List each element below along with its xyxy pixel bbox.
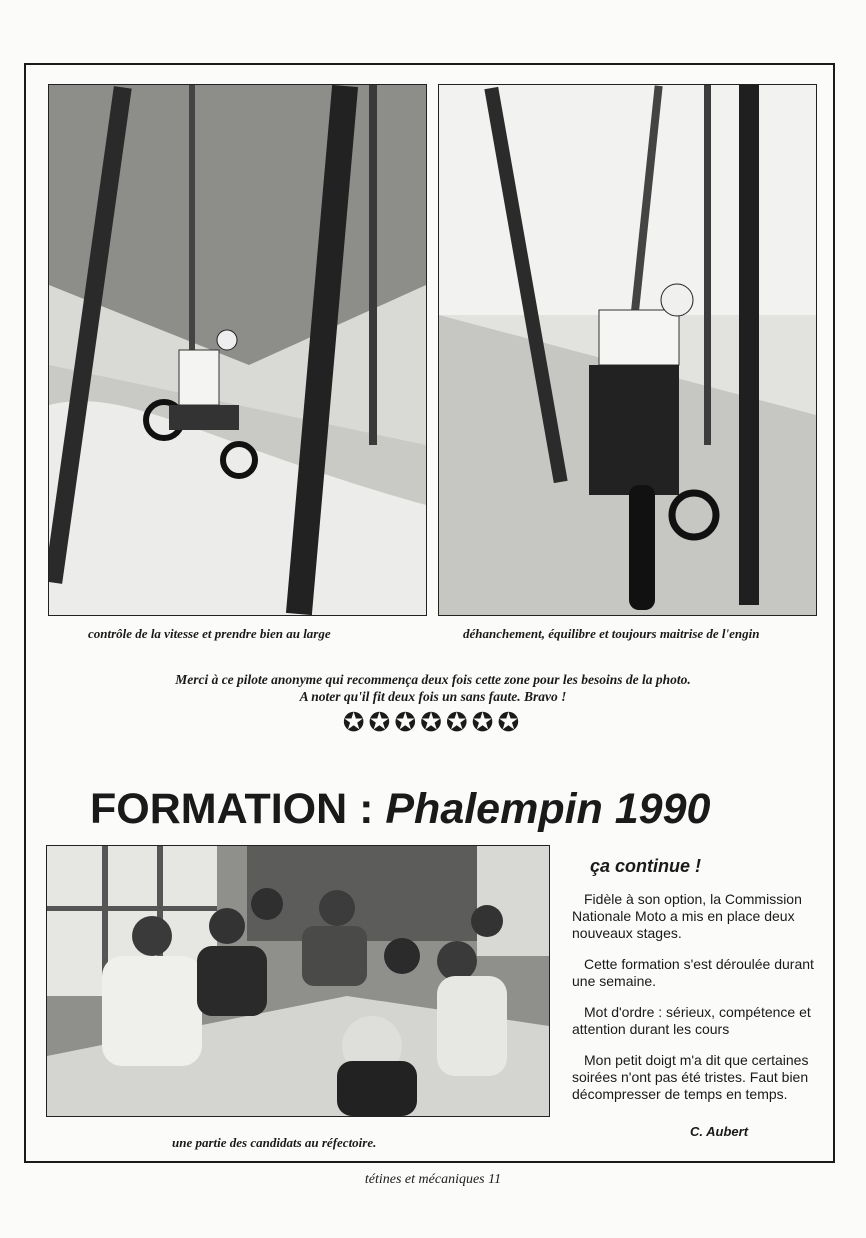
headline-prefix: FORMATION :	[90, 785, 386, 833]
thanks-line-1: Merci à ce pilote anonyme qui recommença deux fois cette zone pour les besoins de la photo.	[175, 672, 691, 687]
headline	[90, 785, 710, 834]
photo-rider-climb	[438, 84, 817, 616]
article-paragraph-4: Mon petit doigt m'a dit que certaines soirées n'ont pas été tristes. Faut bien décompresser de temps en temps.	[572, 1052, 809, 1102]
article-title: ça continue !	[590, 856, 702, 876]
article-paragraph-3: Mot d'ordre : sérieux, compétence et attention durant les cours	[572, 1004, 811, 1037]
caption-right-photo: déhanchement, équilibre et toujours maitrise de l'engin	[463, 626, 760, 641]
caption-left-photo: contrôle de la vitesse et prendre bien au large	[88, 626, 331, 641]
star-row-icon: ✪✪✪✪✪✪✪	[342, 708, 524, 737]
article-paragraph-1: Fidèle à son option, la Commission Nationale Moto a mis en place deux nouveaux stages.	[572, 891, 802, 941]
article-author: C. Aubert	[690, 1124, 749, 1139]
headline-italic: Phalempin 1990	[385, 785, 711, 833]
thanks-line-2: A noter qu'il fit deux fois un sans faute. Bravo !	[299, 689, 567, 704]
article-sidebar	[572, 858, 814, 1117]
thanks-note	[0, 671, 866, 705]
photo-rider-descent	[48, 84, 427, 616]
photo-refectory-group	[46, 845, 550, 1117]
article-paragraph-2: Cette formation s'est déroulée durant une semaine.	[572, 956, 814, 989]
page-footer: tétines et mécaniques 11	[364, 1172, 502, 1187]
caption-group-photo: une partie des candidats au réfectoire.	[172, 1135, 377, 1150]
